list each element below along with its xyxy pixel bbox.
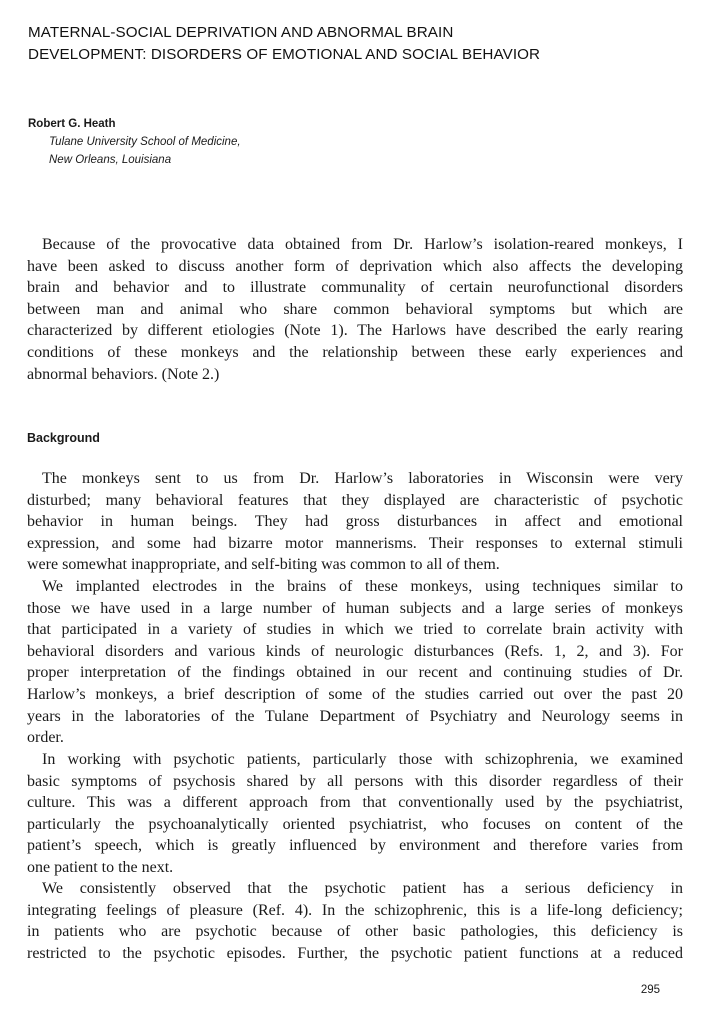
text-line: particularly the psychoanalytically oriented psychiatrist, who focuses on content of the — [27, 815, 683, 833]
text-line: brain and behavior and to illustrate communality of certain neurofunctional disorders — [27, 279, 683, 297]
text-line: basic symptoms of psychosis shared by all persons with this disorder regardless of their — [27, 772, 683, 790]
text-line: between man and animal who share common behavioral symptoms but which are — [27, 300, 683, 318]
background-paragraph-4 — [27, 878, 683, 964]
background-paragraph-1 — [27, 468, 683, 576]
text-line: In working with psychotic patients, particularly those with schizophrenia, we examined — [42, 751, 683, 768]
title-line: MATERNAL-SOCIAL DEPRIVATION AND ABNORMAL BRAIN — [28, 24, 454, 41]
text-line: Because of the provocative data obtained from Dr. Harlow’s isolation-reared monkeys, I — [42, 236, 683, 253]
background-paragraph-3 — [27, 749, 683, 879]
author-affiliation — [49, 133, 241, 169]
text-line: We implanted electrodes in the brains of these monkeys, using techniques similar to — [42, 578, 683, 595]
text-line: that participated in a variety of studies in which we tried to correlate brain activity with — [27, 621, 683, 639]
text-line: proper interpretation of the findings obtained in our recent and continuing studies of Dr. — [27, 664, 683, 682]
text-line: disturbed; many behavioral features that they displayed are characteristic of psychotic — [27, 491, 683, 509]
text-line: integrating feelings of pleasure (Ref. 4). In the schizophrenic, this is a life-long deficiency; — [27, 901, 683, 919]
affiliation-line: New Orleans, Louisiana — [49, 154, 172, 166]
intro-paragraph — [27, 234, 683, 385]
text-line: characterized by different etiologies (Note 1). The Harlows have described the early rearing — [27, 322, 683, 340]
text-line: in patients who are psychotic because of other basic pathologies, this deficiency is — [27, 923, 683, 941]
title-line: DEVELOPMENT: DISORDERS OF EMOTIONAL AND SOCIAL BEHAVIOR — [28, 46, 541, 63]
text-line: Harlow’s monkeys, a brief description of some of the studies carried out over the past 20 — [27, 685, 683, 703]
text-line: behavioral disorders and various kinds of neurologic disturbances (Refs. 1, 2, and 3). For — [27, 642, 683, 660]
text-line: culture. This was a different approach from that conventionally used by the psychiatrist, — [27, 794, 683, 812]
text-line: restricted to the psychotic episodes. Further, the psychotic patient functions at a reduced — [27, 944, 683, 962]
text-line: have been asked to discuss another form of deprivation which also affects the developing — [27, 257, 683, 275]
text-line: order. — [27, 729, 64, 747]
article-title — [28, 22, 668, 66]
section-heading-background: Background — [27, 431, 100, 445]
page-number: 295 — [640, 984, 660, 996]
text-line: The monkeys sent to us from Dr. Harlow’s laboratories in Wisconsin were very — [42, 470, 683, 487]
author-name: Robert G. Heath — [28, 118, 116, 130]
text-line: expression, and some had bizarre motor mannerisms. Their responses to external stimuli — [27, 534, 683, 552]
background-paragraph-2 — [27, 576, 683, 749]
text-line: those we have used in a large number of human subjects and a large series of monkeys — [27, 599, 683, 617]
text-line: patient’s speech, which is greatly influenced by environment and therefore varies from — [27, 837, 683, 855]
text-line: conditions of these monkeys and the relationship between these early experiences and — [27, 343, 683, 361]
affiliation-line: Tulane University School of Medicine, — [49, 136, 241, 148]
text-line: behavior in human beings. They had gross disturbances in affect and emotional — [27, 513, 683, 531]
text-line: We consistently observed that the psychotic patient has a serious deficiency in — [42, 880, 683, 897]
text-line: years in the laboratories of the Tulane Department of Psychiatry and Neurology seems in — [27, 707, 683, 725]
text-line: one patient to the next. — [27, 858, 174, 876]
text-line: abnormal behaviors. (Note 2.) — [27, 365, 220, 383]
text-line: were somewhat inappropriate, and self-biting was common to all of them. — [27, 556, 500, 574]
